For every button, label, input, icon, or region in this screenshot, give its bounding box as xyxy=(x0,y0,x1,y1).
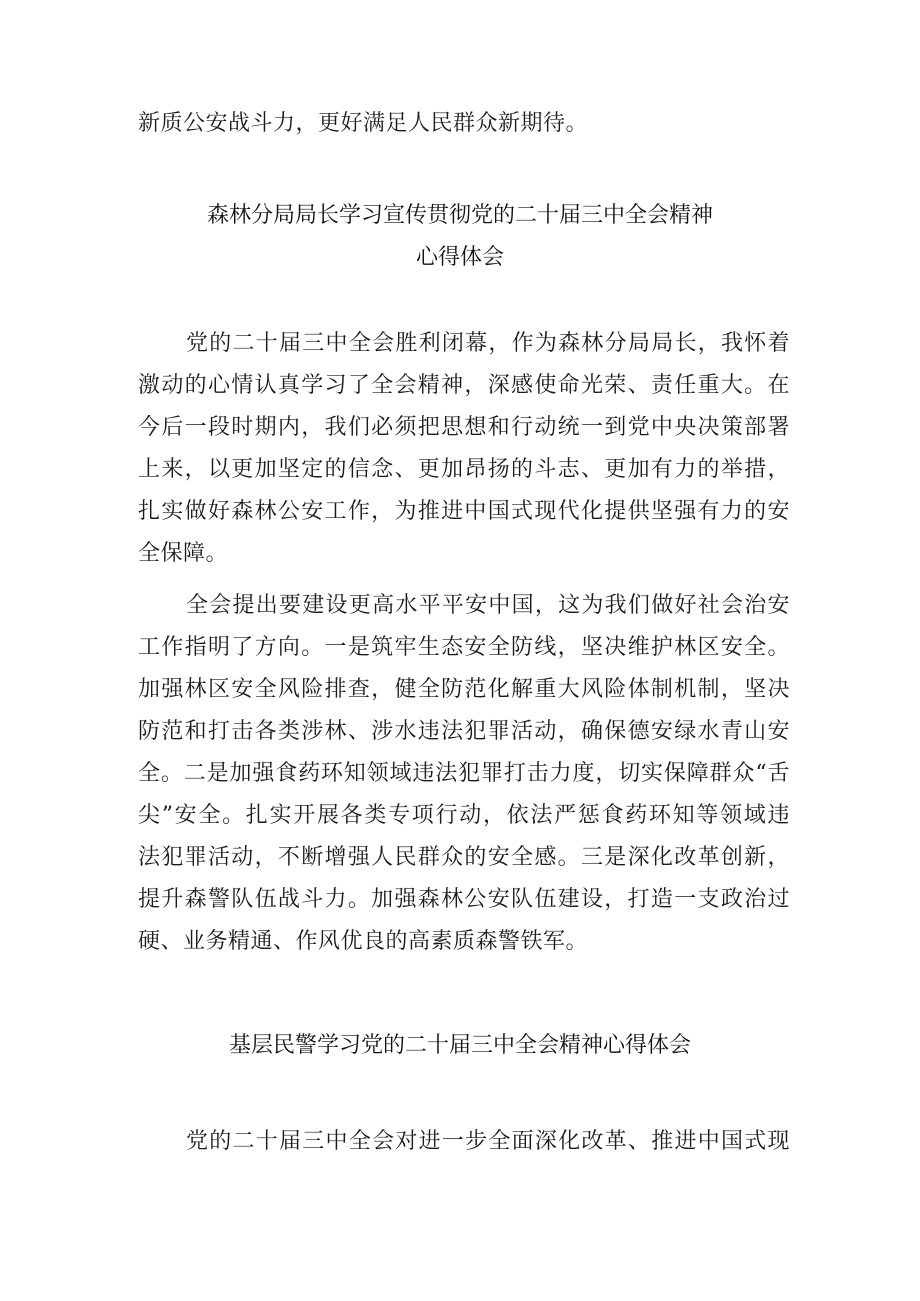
text-line: 今后一段时期内，我们必须把思想和行动统一到党中央决策部署 xyxy=(138,415,790,440)
text-line: 硬、业务精通、作风优良的高素质森警铁军。 xyxy=(138,929,589,954)
text-line: 党的二十届三中全会对进一步全面深化改革、推进中国式现 xyxy=(186,1129,790,1154)
text-line: 法犯罪活动，不断增强人民群众的安全感。三是深化改革创新， xyxy=(138,845,790,870)
text-line: 全保障。 xyxy=(138,541,229,566)
text-line: 提升森警队伍战斗力。加强森林公安队伍建设，打造一支政治过 xyxy=(138,887,790,912)
text-line: 工作指明了方向。一是筑牢生态安全防线，坚决维护林区安全。 xyxy=(138,635,790,660)
intro-tail-line: 新质公安战斗力，更好满足人民群众新期待。 xyxy=(138,111,589,136)
text-line: 尖”安全。扎实开展各类专项行动，依法严惩食药环知等领域违 xyxy=(138,803,790,828)
text-line: 激动的心情认真学习了全会精神，深感使命光荣、责任重大。在 xyxy=(138,373,790,398)
text-line: 党的二十届三中全会胜利闭幕，作为森林分局局长，我怀着 xyxy=(186,331,790,356)
article2-title: 基层民警学习党的二十届三中全会精神心得体会 xyxy=(228,1033,691,1058)
text-line: 全。二是加强食药环知领域违法犯罪打击力度，切实保障群众“舌 xyxy=(138,761,790,786)
article1-title-line1: 森林分局局长学习宣传贯彻党的二十届三中全会精神 xyxy=(206,203,713,228)
text-line: 扎实做好森林公安工作，为推进中国式现代化提供坚强有力的安 xyxy=(138,499,790,524)
text-line: 防范和打击各类涉林、涉水违法犯罪活动，确保德安绿水青山安 xyxy=(138,719,790,744)
text-line: 加强林区安全风险排查，健全防范化解重大风险体制机制，坚决 xyxy=(138,677,790,702)
article1-title-line2: 心得体会 xyxy=(415,245,504,270)
text-line: 全会提出要建设更高水平平安中国，这为我们做好社会治安 xyxy=(186,593,790,618)
text-line: 上来，以更加坚定的信念、更加昂扬的斗志、更加有力的举措， xyxy=(138,457,790,482)
